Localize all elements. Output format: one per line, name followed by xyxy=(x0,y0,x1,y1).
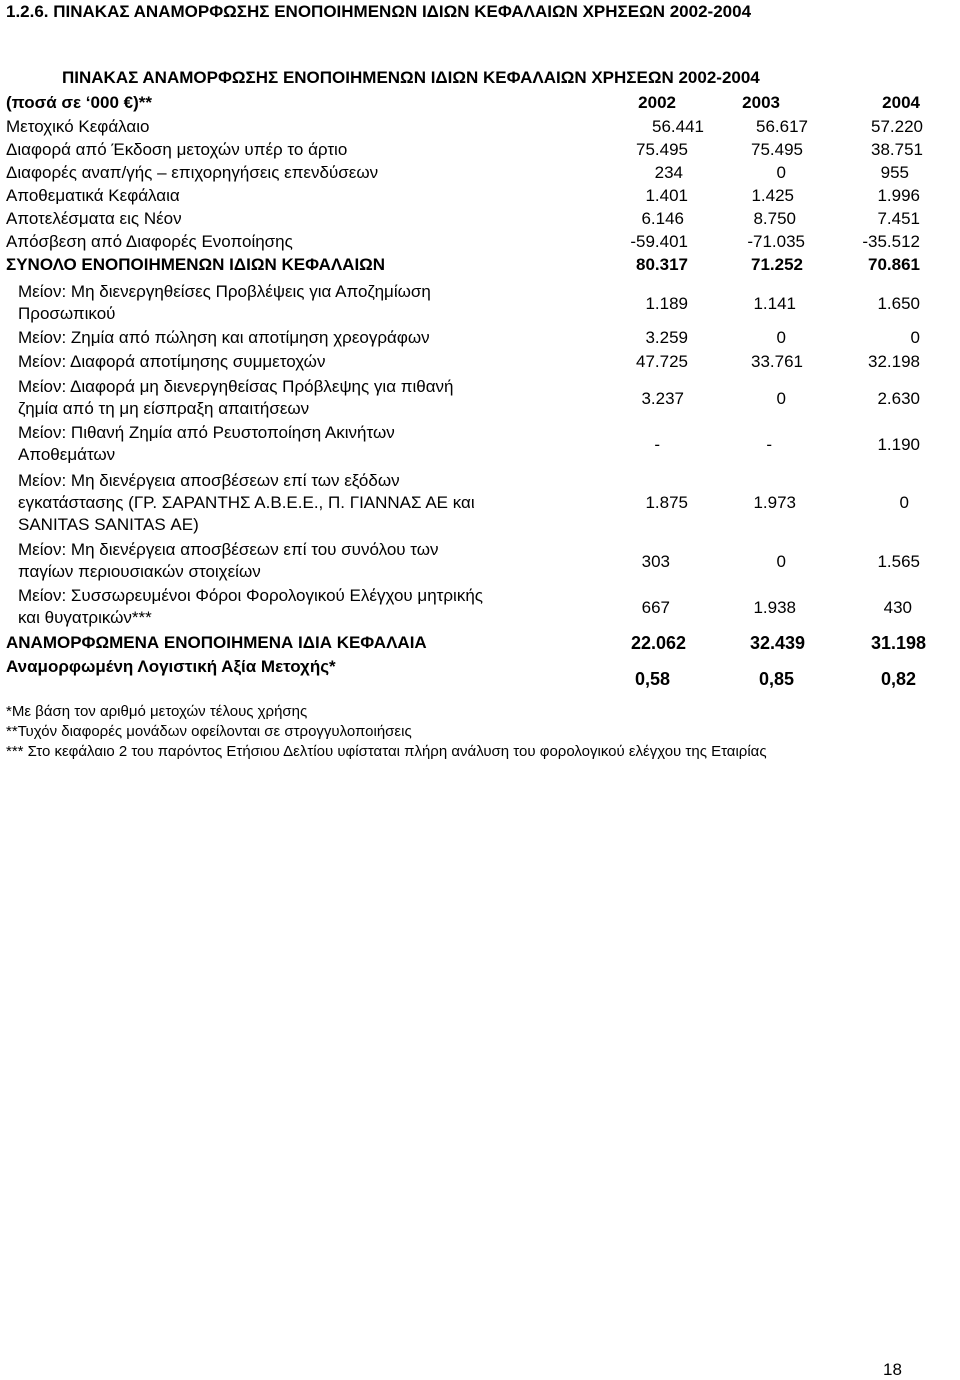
cell-2003: 33.761 xyxy=(751,352,803,371)
cell-2002: 234 xyxy=(654,163,683,182)
table-row xyxy=(0,279,960,325)
row-label: Απόσβεση από Διαφορές Ενοποίησης xyxy=(6,232,293,251)
table-row-total xyxy=(0,254,960,276)
table-row xyxy=(0,162,960,184)
cell-2004: 2.630 xyxy=(877,389,920,408)
cell-2002: 3.259 xyxy=(645,328,688,347)
cell-2004: 1.650 xyxy=(877,294,920,313)
cell-2003: 71.252 xyxy=(751,255,803,274)
table-row xyxy=(0,374,960,420)
row-label: Μείον: Μη διενεργηθείσες Προβλέψεις για Αποζημίωση Προσωπικού xyxy=(18,282,431,323)
table-row-book-value xyxy=(0,656,960,700)
header-year-2002: 2002 xyxy=(638,93,676,112)
cell-2004: 38.751 xyxy=(871,140,923,159)
table-row xyxy=(0,185,960,207)
row-label: Αναμορφωμένη Λογιστική Αξία Μετοχής* xyxy=(6,657,336,676)
cell-2003: -71.035 xyxy=(747,232,805,251)
table-row xyxy=(0,422,960,468)
cell-2002: 1.189 xyxy=(645,294,688,313)
cell-2004: 31.198 xyxy=(870,633,926,653)
cell-2002: 6.146 xyxy=(641,209,684,228)
cell-2003: 1.973 xyxy=(753,493,796,512)
row-label: Μείον: Διαφορά μη διενεργηθείσας Πρόβλεψης για πιθανή ζημία από τη μη είσπραξη απαιτήσεων xyxy=(18,377,454,418)
table-row xyxy=(0,585,960,631)
cell-2004: 57.220 xyxy=(871,117,923,136)
cell-2003: 0 xyxy=(776,552,786,571)
row-label: Μείον: Διαφορά αποτίμησης συμμετοχών xyxy=(18,352,326,371)
cell-2003: 56.617 xyxy=(756,117,808,136)
cell-2003: 8.750 xyxy=(753,209,796,228)
row-label: Μείον: Πιθανή Ζημία από Ρευστοποίηση Ακινήτων Αποθεμάτων xyxy=(18,423,395,464)
footnote: *Με βάση τον αριθμό μετοχών τέλους χρήσης xyxy=(6,703,308,720)
row-label: Αποτελέσματα εις Νέον xyxy=(6,209,182,228)
cell-2002: -59.401 xyxy=(630,232,688,251)
cell-2004: 7.451 xyxy=(877,209,920,228)
cell-2004: 0 xyxy=(899,493,909,512)
cell-2004: 1.190 xyxy=(877,435,920,454)
cell-2003: 32.439 xyxy=(749,633,805,653)
cell-2003: 1.425 xyxy=(751,186,794,205)
cell-2004: 0 xyxy=(910,328,920,347)
row-label: ΑΝΑΜΟΡΦΩΜΕΝΑ ΕΝΟΠΟΙΗΜΕΝΑ ΙΔΙΑ ΚΕΦΑΛΑΙΑ xyxy=(6,633,427,652)
cell-2004: 70.861 xyxy=(868,255,920,274)
table-row xyxy=(0,539,960,585)
cell-2002: 0,58 xyxy=(634,669,670,689)
table-row xyxy=(0,470,960,536)
page-number: 18 xyxy=(883,1360,902,1379)
cell-2003: 0,85 xyxy=(758,669,794,689)
cell-2004: 1.996 xyxy=(877,186,920,205)
table-row xyxy=(0,208,960,230)
row-label: Μείον: Μη διενέργεια αποσβέσεων επί των εξόδων εγκατάστασης (ΓΡ. ΣΑΡΑΝΤΗΣ Α.Β.Ε.Ε., Π. ΓΙΑΝΝΑΣ ΑΕ και SANITAS SANITAS ΑΕ) xyxy=(18,471,475,534)
cell-2002: 667 xyxy=(641,598,670,617)
section-title: 1.2.6. ΠΙΝΑΚΑΣ ΑΝΑΜΟΡΦΩΣΗΣ ΕΝΟΠΟΙΗΜΕΝΩΝ ΙΔΙΩΝ ΚΕΦΑΛΑΙΩΝ ΧΡΗΣΕΩΝ 2002-2004 xyxy=(6,2,752,21)
cell-2004: 955 xyxy=(880,163,909,182)
cell-2002: 80.317 xyxy=(636,255,688,274)
table-title: ΠΙΝΑΚΑΣ ΑΝΑΜΟΡΦΩΣΗΣ ΕΝΟΠΟΙΗΜΕΝΩΝ ΙΔΙΩΝ ΚΕΦΑΛΑΙΩΝ ΧΡΗΣΕΩΝ 2002-2004 xyxy=(62,68,760,87)
table-row xyxy=(0,231,960,253)
cell-2002: 56.441 xyxy=(652,117,704,136)
cell-2004: 1.565 xyxy=(877,552,920,571)
cell-2003: 1.938 xyxy=(753,598,796,617)
cell-2002: 22.062 xyxy=(630,633,686,653)
cell-2002: 75.495 xyxy=(636,140,688,159)
cell-2003: - xyxy=(766,435,772,454)
cell-2002: 303 xyxy=(641,552,670,571)
cell-2003: 75.495 xyxy=(751,140,803,159)
cell-2003: 0 xyxy=(776,389,786,408)
cell-2004: 430 xyxy=(883,598,912,617)
header-units-label: (ποσά σε ‘000 €)** xyxy=(6,93,152,112)
footnotes xyxy=(6,702,956,762)
footnote: **Τυχόν διαφορές μονάδων οφείλονται σε στρογγυλοποιήσεις xyxy=(6,723,412,740)
cell-2002: 3.237 xyxy=(641,389,684,408)
header-year-2003: 2003 xyxy=(742,93,780,112)
table-row xyxy=(0,327,960,349)
table-row xyxy=(0,116,960,138)
row-label: Διαφορά από Έκδοση μετοχών υπέρ το άρτιο xyxy=(6,140,348,159)
cell-2002: 1.875 xyxy=(645,493,688,512)
cell-2002: 1.401 xyxy=(645,186,688,205)
table-row xyxy=(0,351,960,373)
cell-2003: 0 xyxy=(776,328,786,347)
cell-2003: 1.141 xyxy=(753,294,796,313)
row-label: Μείον: Συσσωρευμένοι Φόροι Φορολογικού Ελέγχου μητρικής και θυγατρικών*** xyxy=(18,586,483,627)
row-label: Μείον: Ζημία από πώληση και αποτίμηση χρεογράφων xyxy=(18,328,430,347)
row-label: ΣΥΝΟΛΟ ΕΝΟΠΟΙΗΜΕΝΩΝ ΙΔΙΩΝ ΚΕΦΑΛΑΙΩΝ xyxy=(6,255,386,274)
header-year-2004: 2004 xyxy=(882,93,920,112)
cell-2003: 0 xyxy=(776,163,786,182)
table-row xyxy=(0,139,960,161)
row-label: Αποθεματικά Κεφάλαια xyxy=(6,186,180,205)
table-row-adjusted-total xyxy=(0,632,960,656)
row-label: Μείον: Μη διενέργεια αποσβέσεων επί του συνόλου των παγίων περιουσιακών στοιχείων xyxy=(18,540,439,581)
cell-2002: - xyxy=(654,435,660,454)
row-label: Μετοχικό Κεφάλαιο xyxy=(6,117,150,136)
cell-2002: 47.725 xyxy=(636,352,688,371)
footnote: *** Στο κεφάλαιο 2 του παρόντος Ετήσιου Δελτίου υφίσταται πλήρη ανάλυση του φορολογικού ελέγχου της Εταιρίας xyxy=(6,743,767,760)
cell-2004: 32.198 xyxy=(868,352,920,371)
row-label: Διαφορές αναπ/γής – επιχορηγήσεις επενδύσεων xyxy=(6,163,379,182)
cell-2004: -35.512 xyxy=(862,232,920,251)
cell-2004: 0,82 xyxy=(880,669,916,689)
